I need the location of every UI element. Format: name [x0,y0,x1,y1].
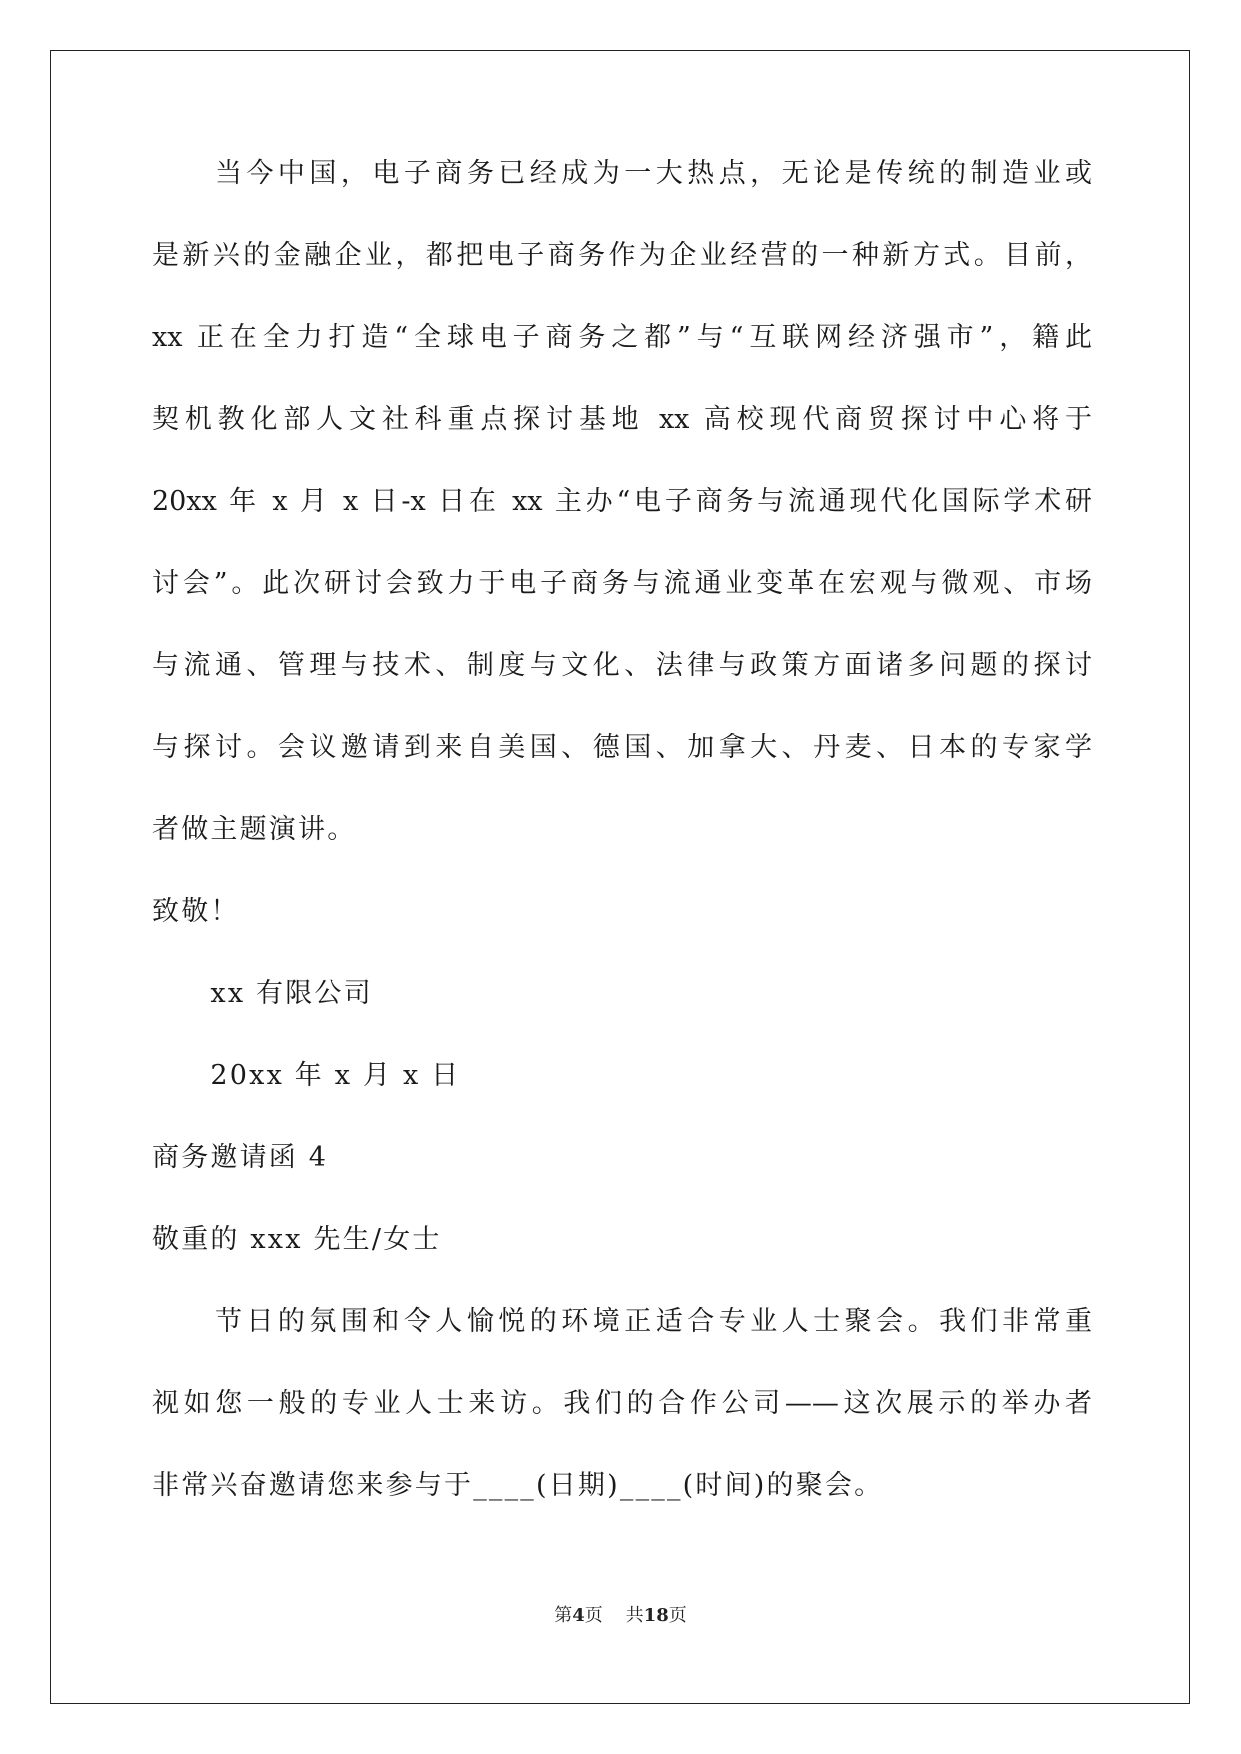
paragraph-line: 与流通、管理与技术、制度与文化、法律与政策方面诸多问题的探讨 [152,650,1092,681]
closing-salute: 致敬！ [152,896,240,927]
paragraph-line: 是新兴的金融企业，都把电子商务作为企业经营的一种新方式。目前， [152,240,1092,271]
paragraph-line: 视如您一般的专业人士来访。我们的合作公司——这次展示的举办者 [152,1388,1092,1419]
footer-prefix: 第 [554,1605,573,1626]
closing-company: xx 有限公司 [152,978,373,1009]
paragraph-line: xx 正在全力打造“全球电子商务之都”与“互联网经济强市”，籍此 [152,322,1092,353]
paragraph-line: 与探讨。会议邀请到来自美国、德国、加拿大、丹麦、日本的专家学 [152,732,1092,763]
paragraph-line: 非常兴奋邀请您来参与于____(日期)____(时间)的聚会。 [152,1470,884,1501]
footer-total-suffix: 页 [668,1605,687,1626]
footer-page-suffix: 页 [584,1605,603,1626]
paragraph-line: 者做主题演讲。 [152,814,357,845]
paragraph-line: 当今中国，电子商务已经成为一大热点，无论是传统的制造业或 [152,158,1092,189]
paragraph-line: 20xx 年 x 月 x 日-x 日在 xx 主办“电子商务与流通现代化国际学术研 [152,486,1092,517]
paragraph-line: 契机教化部人文社科重点探讨基地 xx 高校现代商贸探讨中心将于 [152,404,1092,435]
addressee: 敬重的 xxx 先生/女士 [152,1224,442,1255]
page-footer [0,1601,1241,1627]
paragraph-line: 讨会”。此次研讨会致力于电子商务与流通业变革在宏观与微观、市场 [152,568,1092,599]
document-body [152,160,1092,1554]
paragraph-line: 节日的氛围和令人愉悦的环境正适合专业人士聚会。我们非常重 [152,1306,1092,1337]
closing-date: 20xx 年 x 月 x 日 [152,1060,461,1091]
footer-total-prefix: 共 [625,1605,644,1626]
section-title: 商务邀请函 4 [152,1142,329,1173]
current-page-number: 4 [572,1605,585,1626]
total-page-count: 18 [643,1605,669,1626]
